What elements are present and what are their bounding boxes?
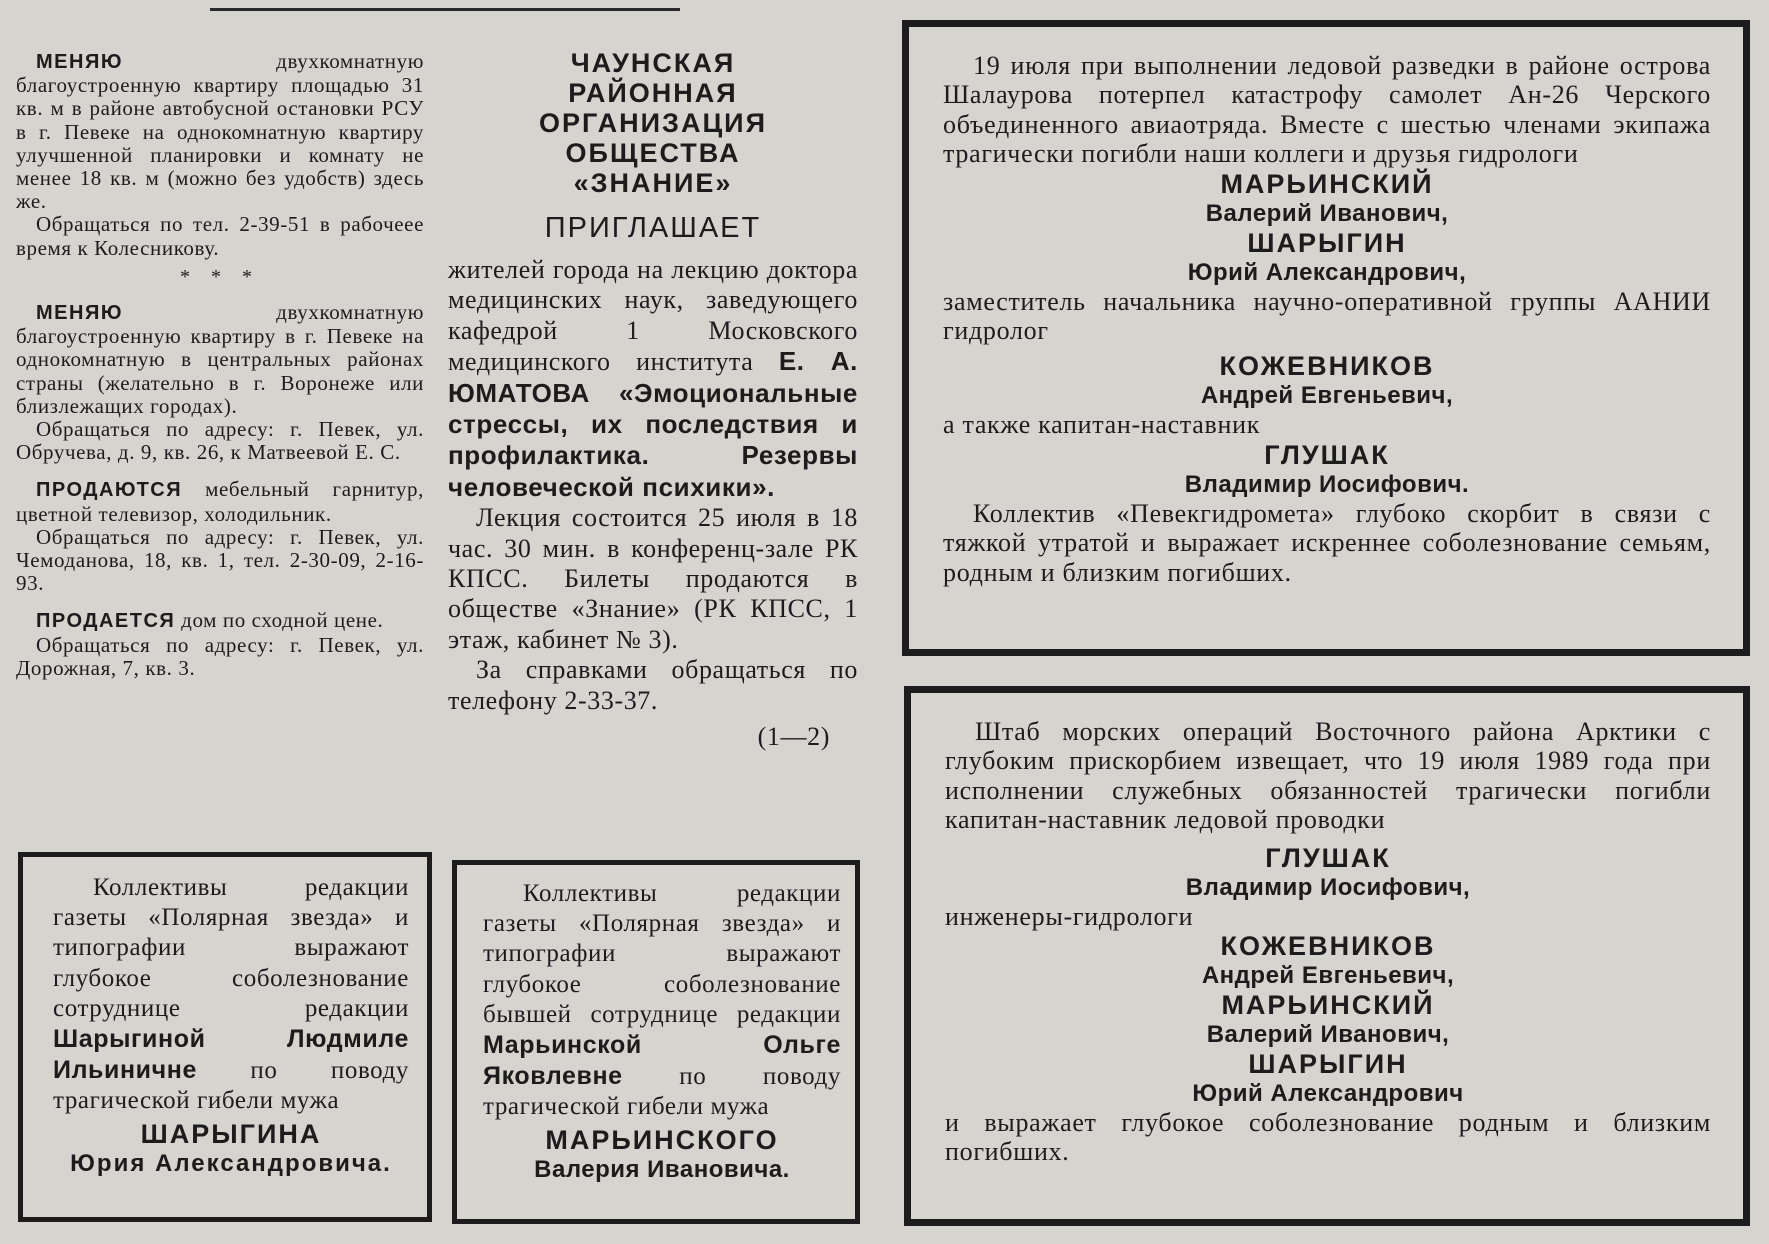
condolence-1-given: Юрия Александровича. [70,1149,392,1177]
condolence-box-2 [452,860,860,1224]
condolence-2-recipient: Марьинской Ольге Яковлевне [483,1031,841,1091]
condolence-box-1 [18,852,432,1222]
top-rule [210,8,680,11]
organization-name: ЧАУНСКАЯ РАЙОННАЯ ОРГАНИЗАЦИЯ ОБЩЕСТВА «ЗНАНИЕ» [539,48,767,198]
lecture-when: Лекция состоится 25 июля в 18 час. 30 мин. в конференц-зале РК КПСС. Билеты продаются в обществе «Знание» (РК КПСС, 1 этаж, кабинет № 3). [448,503,858,654]
obituary-2-person-2-given: Андрей Евгеньевич, [1201,962,1455,990]
classified-ads-column [16,50,424,680]
obituary-2-person-1-given: Владимир Иосифович, [1185,873,1471,901]
obituary-1-role: заместитель начальника научно-оперативной группы ААНИИ гидролог [943,286,1711,346]
obituary-2-person-3-surname: МАРЬИНСКИЙ [1221,990,1435,1021]
lecture-topic: «Эмоциональные стрессы, их последствия и профилактика. Резервы человеческой психики». [448,377,858,502]
obituary-1-person-3-surname: КОЖЕВНИКОВ [1219,351,1435,382]
condolence-1-surname: ШАРЫГИНА [140,1118,322,1149]
obituary-2-person-2-surname: КОЖЕВНИКОВ [1220,931,1436,962]
obituary-1-person-2-given: Юрий Александрович, [1187,258,1467,286]
ad-3-contact: Обращаться по адресу: г. Певек, ул. Чемоданова, 18, кв. 1, тел. 2-30-09, 2-16-93. [16,524,424,596]
obituary-2-person-3-given: Валерий Иванович, [1206,1021,1450,1049]
obituary-2-person-4-given: Юрий Александрович [1192,1080,1464,1108]
ad-4 [16,609,424,633]
obituary-2-closing: и выражает глубокое соболезнование родным и близким погибших. [945,1108,1711,1167]
ad-2-contact: Обращаться по адресу: г. Певек, ул. Обручева, д. 9, кв. 26, к Матвеевой Е. С. [16,417,424,465]
lecture-announcement [448,48,858,753]
obituary-2-role: инженеры-гидрологи [945,901,1194,931]
condolence-2-given: Валерия Ивановича. [534,1155,790,1183]
condolence-1-text: Коллективы редакции газеты «Полярная звезда» и типографии выражают глубокое соболезнование сотруднице редакции Шарыгиной Людмиле Ильиничне по поводу трагической гибели мужа [53,874,409,1115]
obituary-1-person-1-surname: МАРЬИНСКИЙ [1220,168,1434,199]
obituary-2-person-4-surname: ШАРЫГИН [1248,1049,1408,1080]
obituary-1-closing: Коллектив «Певекгидромета» глубоко скорбит в связи с тяжкой утратой и выражает искреннее соболезнование семьям, родным и близким погибших. [943,498,1711,587]
ad-1-contact: Обращаться по тел. 2-39-51 в рабочеее время к Колесникову. [16,212,424,260]
ad-4-lead: ПРОДАЕТСЯ [36,610,176,633]
obituary-1-intro: 19 июля при выполнении ледовой разведки в районе острова Шалаурова потерпел катастрофу самолет Ан-26 Черского объединенного авиаотряда. Вместе с шестью членами экипажа трагически погибли наши коллеги и друзья гидрологи [943,51,1711,169]
ad-4-contact: Обращаться по адресу: г. Певек, ул. Дорожная, 7, кв. 3. [16,632,424,680]
ad-separator: * * * [180,265,260,288]
ad-3-lead: ПРОДАЮТСЯ [36,479,183,502]
obituary-box-1 [902,20,1750,656]
ad-3-body: мебельный гарнитур, цветной телевизор, холодильник. [16,477,424,526]
obituary-1-person-1-given: Валерий Иванович, [1205,199,1449,227]
ad-2-lead: МЕНЯЮ [36,302,123,325]
obituary-1-person-4-surname: ГЛУШАК [1264,439,1390,470]
ad-3 [16,478,424,525]
issue-number: (1—2) [757,722,830,752]
invite-heading: ПРИГЛАШАЕТ [544,212,762,244]
ad-2 [16,301,424,418]
lecture-info: За справками обращаться по телефону 2-33-37. [448,655,858,715]
condolence-1-recipient: Шарыгиной Людмиле Ильиничне [53,1025,409,1085]
condolence-2-text: Коллективы редакции газеты «Полярная звезда» и типографии выражают глубокое соболезнование бывшей сотруднице редакции Марьинской Ольге Яковлевне по поводу трагической гибели мужа [483,880,841,1121]
condolence-2-surname: МАРЬИНСКОГО [545,1124,779,1155]
lecture-intro: жителей города на лекцию доктора медицинских наук, заведующего кафедрой 1 Московского медицинского института Е. А. ЮМАТОВА «Эмоциональные стрессы, их последствия и профилактика. Резервы человеческой психики». [448,255,858,502]
ad-1-body: двухкомнатную благоустроенную квартиру площадью 31 кв. м в районе автобусной остановки РСУ в г. Певеке на однокомнатную квартиру улучшенной планировки и комнату не менее 18 кв. м (можно без удобств) здесь же. [16,49,424,214]
ad-1-lead: МЕНЯЮ [36,51,123,73]
ad-2-body: двухкомнатную благоустроенную квартиру в г. Певеке на однокомнатную в центральных районах страны (желательно в г. Воронеже или близлежащих городах). [16,300,424,418]
obituary-2-intro: Штаб морских операций Восточного района Арктики с глубоким прискорбием извещает, что 19 июля 1989 года при исполнении служебных обязанностей трагически погибли капитан-наставник ледовой проводки [945,717,1711,835]
obituary-1-person-2-surname: ШАРЫГИН [1247,227,1407,258]
obituary-1-person-4-given: Владимир Иосифович. [1184,470,1470,498]
obituary-box-2 [904,686,1750,1226]
ad-1 [16,50,424,213]
obituary-1-role-2: а также капитан-наставник [943,410,1261,440]
ad-4-body: дом по сходной цене. [181,608,384,633]
lecturer-name: Е. А. ЮМАТОВА [448,346,858,408]
obituary-2-person-1-surname: ГЛУШАК [1265,842,1391,873]
obituary-1-person-3-given: Андрей Евгеньевич, [1200,382,1454,410]
